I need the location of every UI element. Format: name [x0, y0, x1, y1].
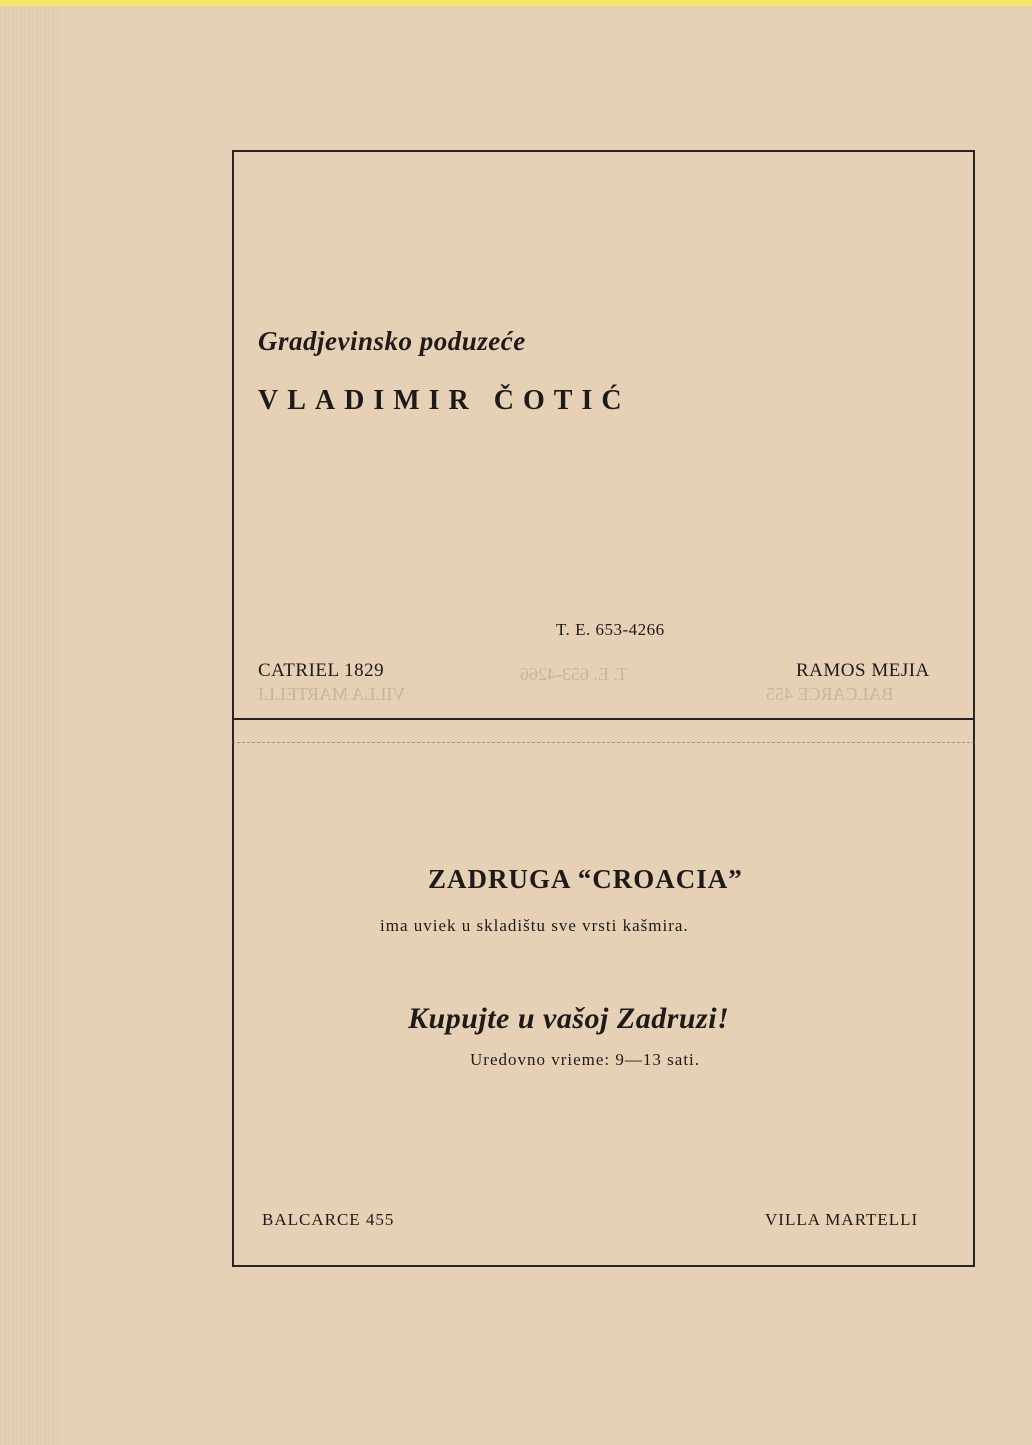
perforation-line: [232, 742, 975, 743]
bleed-through-phone: T. E. 653-4266: [520, 664, 628, 684]
ad1-company-name: VLADIMIR ČOTIĆ: [258, 385, 631, 416]
ad2-hours: Uredovno vrieme: 9—13 sati.: [470, 1050, 701, 1069]
ad1-address-left: CATRIEL 1829: [258, 660, 385, 681]
ad2-description: ima uviek u skladištu sve vrsti kašmira.: [380, 916, 689, 935]
ad1-phone: T. E. 653-4266: [556, 620, 665, 639]
bleed-through-right: BALCARCE 455: [766, 684, 894, 704]
ad1-subtitle: Gradjevinsko poduzeće: [258, 326, 526, 356]
advertisement-frame: [232, 150, 975, 1267]
ad2-slogan: Kupujte u vašoj Zadruzi!: [408, 1002, 730, 1035]
page-stack-edges: [0, 6, 60, 1445]
ad2-address-left: BALCARCE 455: [262, 1210, 395, 1229]
bleed-through-left: VILLA MARTELLI: [258, 684, 406, 704]
ad1-address-right: RAMOS MEJIA: [796, 660, 930, 681]
ad2-address-right: VILLA MARTELLI: [765, 1210, 919, 1229]
advertisement-divider: [232, 718, 975, 720]
ad2-title: ZADRUGA “CROACIA”: [428, 864, 743, 894]
page-top-edge: [0, 0, 1032, 6]
